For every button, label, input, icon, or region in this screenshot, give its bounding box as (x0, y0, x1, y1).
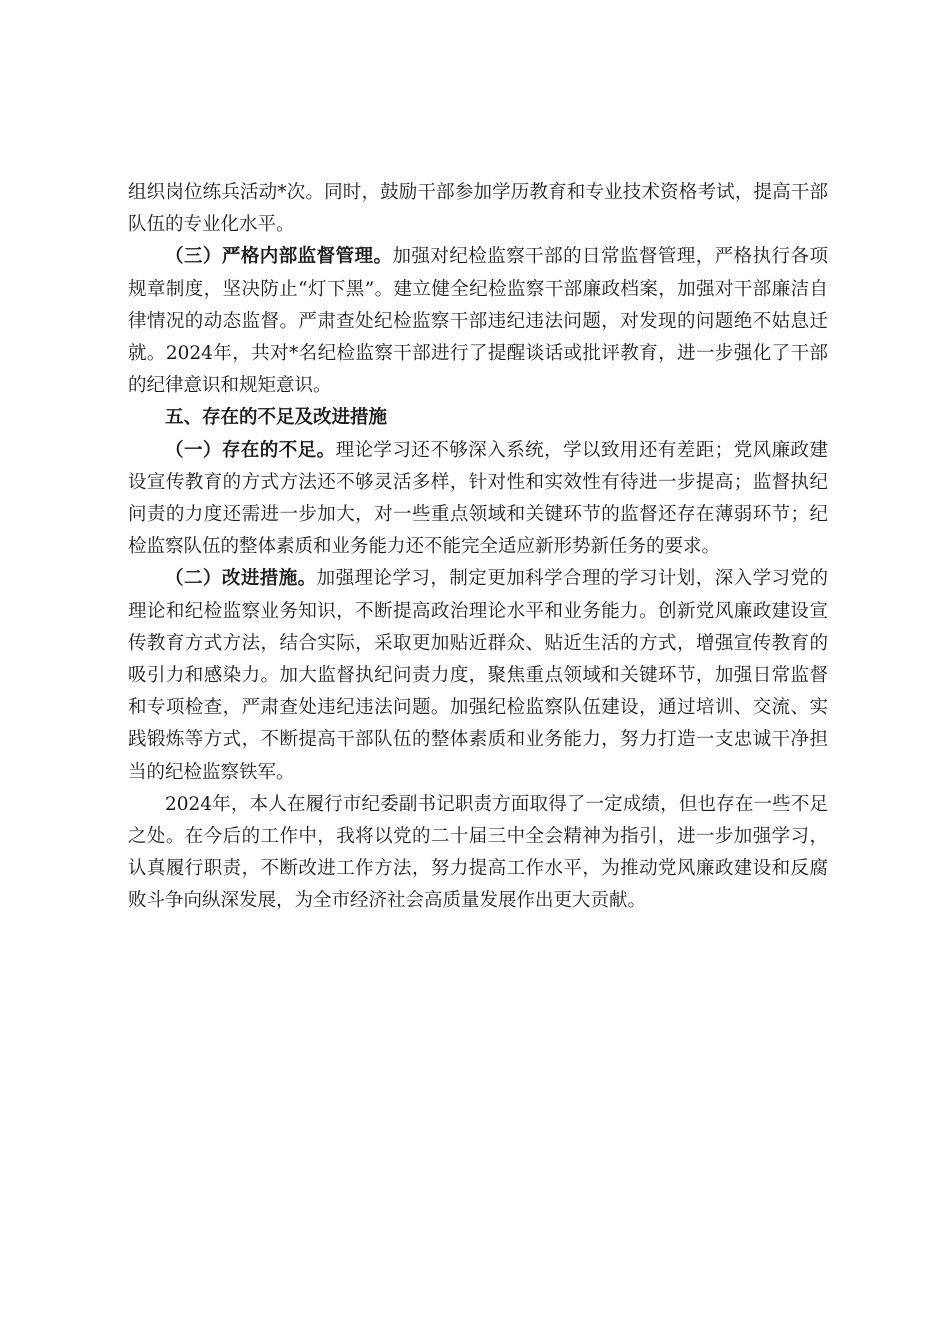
section-heading-shortcomings: 五、存在的不足及改进措施 (165, 407, 388, 429)
paragraph-shortcomings (128, 435, 828, 564)
paragraph-continuation (128, 177, 828, 241)
paragraph-conclusion (128, 789, 828, 918)
paragraph-lead: （三）严格内部监督管理。 (165, 246, 393, 268)
paragraph-text: 2024年，本人在履行市纪委副书记职责方面取得了一定成绩，但也存在一些不足之处。在今后的工作中，我将以党的二十届三中全会精神为指引，进一步加强学习，认真履行职责，不断改进工作方法，努力提高工作水平，为推动党风廉政建设和反腐败斗争向纵深发展，为全市经济社会高质量发展作出更大贡献。 (128, 793, 828, 912)
paragraph-text: 加强理论学习，制定更加科学合理的学习计划，深入学习党的理论和纪检监察业务知识，不断提高政治理论水平和业务能力。创新党风廉政建设宣传教育方式方法，结合实际，采取更加贴近群众、贴近生活的方式，增强宣传教育的吸引力和感染力。加大监督执纪问责力度，聚焦重点领域和关键环节，加强日常监督和专项检查，严肃查处违纪违法问题。加强纪检监察队伍建设，通过培训、交流、实践锻炼等方式，不断提高干部队伍的整体素质和业务能力，努力打造一支忠诚干净担当的纪检监察铁军。 (128, 568, 828, 783)
paragraph-lead: （一）存在的不足。 (165, 439, 336, 461)
paragraph-lead: （二）改进措施。 (165, 568, 317, 590)
paragraph-improvements (128, 563, 828, 788)
paragraph-text: 组织岗位练兵活动*次。同时，鼓励干部参加学历教育和专业技术资格考试，提高干部队伍的专业化水平。 (128, 182, 828, 236)
paragraph-text: 理论学习还不够深入系统，学以致用还有差距；党风廉政建设宣传教育的方式方法还不够灵活多样，针对性和实效性有待进一步提高；监督执纪问责的力度还需进一步加大，对一些重点领域和关键环节的监督还存在薄弱环节；纪检监察队伍的整体素质和业务能力还不能完全适应新形势新任务的要求。 (128, 439, 828, 558)
paragraph-internal-supervision (128, 241, 828, 402)
paragraph-text: 加强对纪检监察干部的日常监督管理，严格执行各项规章制度，坚决防止“灯下黑”。建立健全纪检监察干部廉政档案，加强对干部廉洁自律情况的动态监督。严肃查处纪检监察干部违纪违法问题，对发现的问题绝不姑息迁就。2024年，共对*名纪检监察干部进行了提醒谈话或批评教育，进一步强化了干部的纪律意识和规矩意识。 (128, 246, 828, 397)
document-body (128, 177, 828, 918)
